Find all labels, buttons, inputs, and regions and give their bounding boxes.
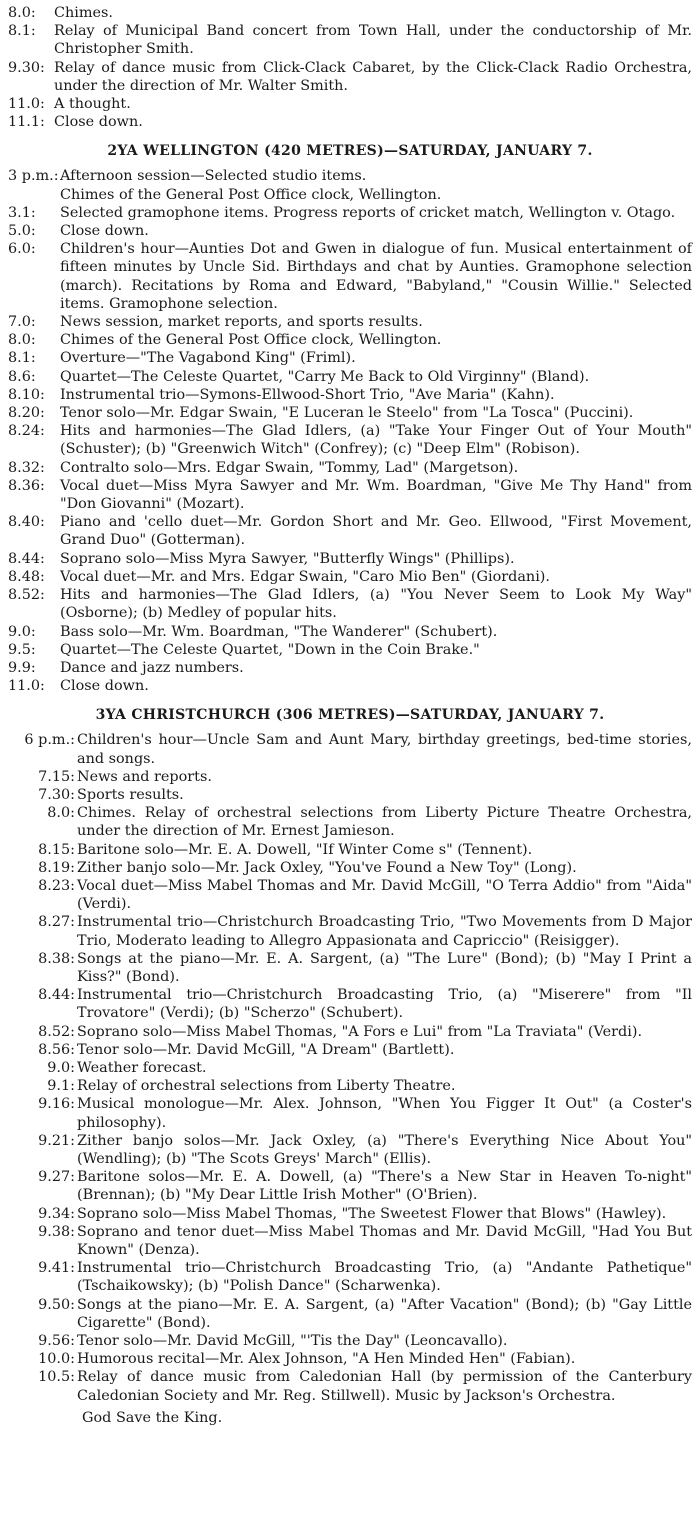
program-entry — [8, 59, 692, 95]
entry-time: 9.27: — [38, 1169, 75, 1186]
entry-text: Dance and jazz numbers. — [60, 659, 244, 676]
entry-time: 8.0: — [47, 805, 75, 822]
entry-text: Vocal duet—Miss Mabel Thomas and Mr. David McGill, "O Terra Addio" from "Aida" (Verdi). — [77, 877, 692, 913]
program-entry — [8, 986, 692, 1022]
program-entry — [8, 623, 692, 641]
entry-time: 9.30: — [8, 59, 45, 76]
program-entry — [8, 1350, 692, 1368]
entry-text: Musical monologue—Mr. Alex. Johnson, "When You Figger It Out" (a Coster's philosophy). — [77, 1096, 692, 1131]
entry-time: 8.56: — [38, 1041, 75, 1058]
station-heading: 3YA CHRISTCHURCH (306 METRES)—SATURDAY, JANUARY 7. — [95, 707, 605, 724]
entry-text: Weather forecast. — [77, 1059, 207, 1076]
entry-text: Soprano solo—Miss Mabel Thomas, "The Sweetest Flower that Blows" (Hawley). — [77, 1205, 667, 1222]
program-entry — [8, 550, 692, 568]
entry-text: Relay of Municipal Band concert from Town Hall, under the conductorship of Mr. Christopher Smith. — [54, 23, 692, 58]
entry-text: Baritone solo—Mr. E. A. Dowell, "If Winter Come s" (Tennent). — [77, 841, 533, 858]
entry-text: Soprano solo—Miss Myra Sawyer, "Butterfly Wings" (Phillips). — [60, 550, 515, 567]
entry-text: Hits and harmonies—The Glad Idlers, (a) "You Never Seem to Look My Way" (Osborne); (b) Medley of popular hits. — [60, 587, 692, 622]
program-entry — [8, 167, 692, 185]
closing-line: God Save the King. — [82, 1409, 223, 1426]
program-list — [8, 204, 692, 695]
entry-time: 8.23: — [38, 877, 75, 894]
entry-time: 9.16: — [38, 1096, 75, 1113]
entry-time: 10.5: — [38, 1369, 75, 1386]
program-entry — [8, 477, 692, 513]
program-entry — [8, 568, 692, 586]
program-entry — [8, 1223, 692, 1259]
entry-text: Quartet—The Celeste Quartet, "Down in the Coin Brake." — [60, 641, 480, 658]
entry-time: 9.0: — [8, 623, 36, 640]
entry-text: Close down. — [60, 678, 149, 695]
program-entry — [8, 913, 692, 949]
entry-time: 7.15: — [38, 768, 75, 785]
entry-time: 8.44: — [38, 987, 75, 1004]
program-entry — [8, 240, 692, 313]
entry-text: Contralto solo—Mrs. Edgar Swain, "Tommy, Lad" (Margetson). — [60, 459, 519, 476]
entry-text: Zither banjo solos—Mr. Jack Oxley, (a) "There's Everything Nice About You" (Wendling); (b) "The Scots Greys' March" (Ellis). — [77, 1132, 692, 1167]
program-entry — [8, 113, 692, 131]
entry-text: News session, market reports, and sports results. — [60, 314, 423, 331]
program-entry — [8, 22, 692, 58]
program-entry — [8, 786, 692, 804]
entry-text: Sports results. — [77, 786, 184, 803]
entry-time: 8.38: — [38, 950, 75, 967]
entry-text: A thought. — [54, 96, 131, 113]
entry-time: 8.10: — [8, 386, 45, 403]
station-heading: 2YA WELLINGTON (420 METRES)—SATURDAY, JANUARY 7. — [107, 143, 593, 160]
entry-text: Relay of orchestral selections from Liberty Theatre. — [77, 1078, 456, 1095]
entry-time: 8.36: — [8, 477, 45, 494]
entry-time: 9.1: — [47, 1078, 75, 1095]
program-entry — [8, 95, 692, 113]
section-3ya-christchurch — [8, 707, 692, 1427]
entry-text: Instrumental trio—Christchurch Broadcasting Trio, (a) "Miserere" from "Il Trovatore" (Verdi); (b) "Scherzo" (Schubert). — [77, 987, 692, 1022]
entry-time: 9.38: — [38, 1223, 75, 1240]
entry-text: Zither banjo solo—Mr. Jack Oxley, "You've Found a New Toy" (Long). — [77, 859, 577, 876]
entry-time: 9.0: — [47, 1059, 75, 1076]
entry-text: Children's hour—Uncle Sam and Aunt Mary, birthday greetings, bed-time stories, and songs. — [77, 732, 692, 767]
entry-text: Chimes. Relay of orchestral selections from Liberty Picture Theatre Orchestra, under the direction of Mr. Ernest Jamieson. — [77, 805, 692, 840]
program-entry — [8, 386, 692, 404]
entry-text: Vocal duet—Miss Myra Sawyer and Mr. Wm. Boardman, "Give Me Thy Hand" from "Don Giovanni" (Mozart). — [60, 477, 692, 513]
program-entry — [8, 731, 692, 767]
entry-text: Bass solo—Mr. Wm. Boardman, "The Wanderer" (Schubert). — [60, 623, 498, 640]
program-entry — [8, 349, 692, 367]
program-entry — [8, 641, 692, 659]
program-list — [8, 731, 692, 1405]
entry-time: 8.44: — [8, 550, 45, 567]
program-entry — [8, 204, 692, 222]
program-entry — [8, 841, 692, 859]
program-entry — [8, 4, 692, 22]
entry-time: 10.0: — [38, 1351, 75, 1368]
entry-time: 8.24: — [8, 423, 45, 440]
entry-text: Instrumental trio—Symons-Ellwood-Short Trio, "Ave Maria" (Kahn). — [60, 386, 555, 403]
entry-text: Baritone solos—Mr. E. A. Dowell, (a) "There's a New Star in Heaven To-night" (Brennan); (b) "My Dear Little Irish Mother" (O'Brien). — [77, 1169, 692, 1204]
program-entry — [8, 422, 692, 458]
program-entry — [8, 459, 692, 477]
entry-text: Relay of dance music from Click-Clack Cabaret, by the Click-Clack Radio Orchestra, under the direction of Mr. Walter Smith. — [54, 59, 692, 94]
entry-text: Tenor solo—Mr. David McGill, "'Tis the Day" (Leoncavallo). — [77, 1333, 508, 1350]
program-entry — [8, 877, 692, 913]
program-entry — [8, 586, 692, 622]
entry-time: 8.52: — [8, 587, 45, 604]
entry-text: Quartet—The Celeste Quartet, "Carry Me Back to Old Virginny" (Bland). — [60, 368, 590, 385]
entry-time: 8.6: — [8, 368, 36, 385]
entry-text: Humorous recital—Mr. Alex Johnson, "A Hen Minded Hen" (Fabian). — [77, 1351, 576, 1368]
entry-text: Close down. — [60, 223, 149, 240]
entry-text: Piano and 'cello duet—Mr. Gordon Short and Mr. Geo. Ellwood, "First Movement, Grand Duo" (Gotterman). — [60, 514, 692, 549]
entry-time: 11.0: — [8, 678, 45, 695]
entry-text: Songs at the piano—Mr. E. A. Sargent, (a) "After Vacation" (Bond); (b) "Gay Little Cigarette" (Bond). — [77, 1296, 692, 1331]
program-entry — [8, 1368, 692, 1404]
program-entry — [8, 331, 692, 349]
section-1ya-evening — [8, 4, 692, 131]
program-entry — [8, 804, 692, 840]
entry-time: 8.48: — [8, 568, 45, 585]
entry-time: 9.34: — [38, 1205, 75, 1222]
section-2ya-wellington — [8, 143, 692, 695]
entry-time: 9.9: — [8, 659, 36, 676]
entry-time: 9.56: — [38, 1333, 75, 1350]
entry-time: 3.1: — [8, 204, 36, 221]
program-entry — [8, 677, 692, 695]
entry-time: 7.30: — [38, 786, 75, 803]
entry-text: Selected gramophone items. Progress reports of cricket match, Wellington v. Otago. — [60, 204, 676, 221]
entry-time: 7.0: — [8, 314, 36, 331]
entry-time: 8.1: — [8, 350, 36, 367]
entry-text: Soprano and tenor duet—Miss Mabel Thomas and Mr. David McGill, "Had You But Known" (Denza). — [77, 1223, 692, 1258]
entry-time: 5.0: — [8, 223, 36, 240]
program-entry — [8, 1132, 692, 1168]
entry-text: Soprano solo—Miss Mabel Thomas, "A Fors e Lui" from "La Traviata" (Verdi). — [77, 1023, 643, 1040]
entry-text: Children's hour—Aunties Dot and Gwen in dialogue of fun. Musical entertainment of fifteen minutes by Uncle Sid. Birthdays and chat by Aunties. Gramophone selection (march). Recitations by Roma and Edward, "Babyland," "Cousin Willie." Selected items. Gramophone selection. — [60, 241, 692, 312]
entry-time: 6 p.m.: — [24, 732, 75, 749]
entry-text: Close down. — [54, 114, 143, 131]
entry-time: 9.41: — [38, 1260, 75, 1277]
entry-time: 8.0: — [8, 332, 36, 349]
program-entry — [8, 1095, 692, 1131]
entry-time: 8.20: — [8, 405, 45, 422]
program-entry — [8, 859, 692, 877]
program-entry — [8, 1259, 692, 1295]
program-entry — [8, 659, 692, 677]
entry-time: 8.15: — [38, 841, 75, 858]
entry-text: Songs at the piano—Mr. E. A. Sargent, (a) "The Lure" (Bond); (b) "May I Print a Kiss?" (Bond). — [77, 950, 692, 985]
program-entry — [8, 1023, 692, 1041]
program-entry — [8, 513, 692, 549]
entry-text: Tenor solo—Mr. Edgar Swain, "E Luceran le Steelo" from "La Tosca" (Puccini). — [60, 405, 634, 422]
entry-time: 3 p.m.: — [8, 168, 59, 185]
program-entry — [8, 768, 692, 786]
entry-time: 6.0: — [8, 241, 36, 258]
program-entry — [8, 1332, 692, 1350]
program-entry — [8, 1041, 692, 1059]
program-entry — [8, 404, 692, 422]
program-list — [8, 4, 692, 131]
entry-time: 8.1: — [8, 23, 36, 40]
entry-time: 8.32: — [8, 459, 45, 476]
program-entry — [8, 1296, 692, 1332]
entry-time: 8.52: — [38, 1023, 75, 1040]
entry-text: Instrumental trio—Christchurch Broadcasting Trio, (a) "Andante Pathetique" (Tschaikowsky); (b) "Polish Dance" (Scharwenka). — [77, 1260, 692, 1295]
entry-text: Relay of dance music from Caledonian Hall (by permission of the Canterbury Caledonian Society and Mr. Reg. Stillwell). Music by Jackson's Orchestra. — [77, 1369, 692, 1404]
entry-time: 8.40: — [8, 514, 45, 531]
entry-text: Vocal duet—Mr. and Mrs. Edgar Swain, "Caro Mio Ben" (Giordani). — [60, 568, 550, 585]
entry-text: Hits and harmonies—The Glad Idlers, (a) "Take Your Finger Out of Your Mouth" (Schuster); (b) "Greenwich Witch" (Confrey); (c) "Deep Elm" (Robison). — [60, 423, 692, 458]
program-entry — [8, 313, 692, 331]
entry-time: 11.0: — [8, 96, 45, 113]
entry-time: 9.21: — [38, 1132, 75, 1149]
entry-text: Chimes. — [54, 5, 114, 21]
entry-time: 11.1: — [8, 114, 45, 131]
program-entry — [8, 368, 692, 386]
entry-time: 8.19: — [38, 859, 75, 876]
program-entry — [8, 1059, 692, 1077]
program-entry — [8, 1077, 692, 1095]
entry-time: 8.0: — [8, 5, 36, 21]
entry-time: 9.50: — [38, 1296, 75, 1313]
entry-time: 8.27: — [38, 914, 75, 931]
program-entry — [8, 1168, 692, 1204]
entry-subline: Chimes of the General Post Office clock, Wellington. — [60, 186, 442, 203]
entry-text: Afternoon session—Selected studio items. — [60, 168, 367, 185]
entry-text: Overture—"The Vagabond King" (Friml). — [60, 350, 356, 367]
program-entry — [8, 950, 692, 986]
program-entry — [8, 222, 692, 240]
program-entry — [8, 1205, 692, 1223]
entry-time: 9.5: — [8, 641, 36, 658]
entry-text: Instrumental trio—Christchurch Broadcasting Trio, "Two Movements from D Major Trio, Moderato leading to Allegro Appasionata and Capriccio" (Reisigger). — [77, 914, 692, 949]
entry-text: Chimes of the General Post Office clock, Wellington. — [60, 332, 442, 349]
entry-text: News and reports. — [77, 768, 212, 785]
entry-text: Tenor solo—Mr. David McGill, "A Dream" (Bartlett). — [77, 1041, 455, 1058]
